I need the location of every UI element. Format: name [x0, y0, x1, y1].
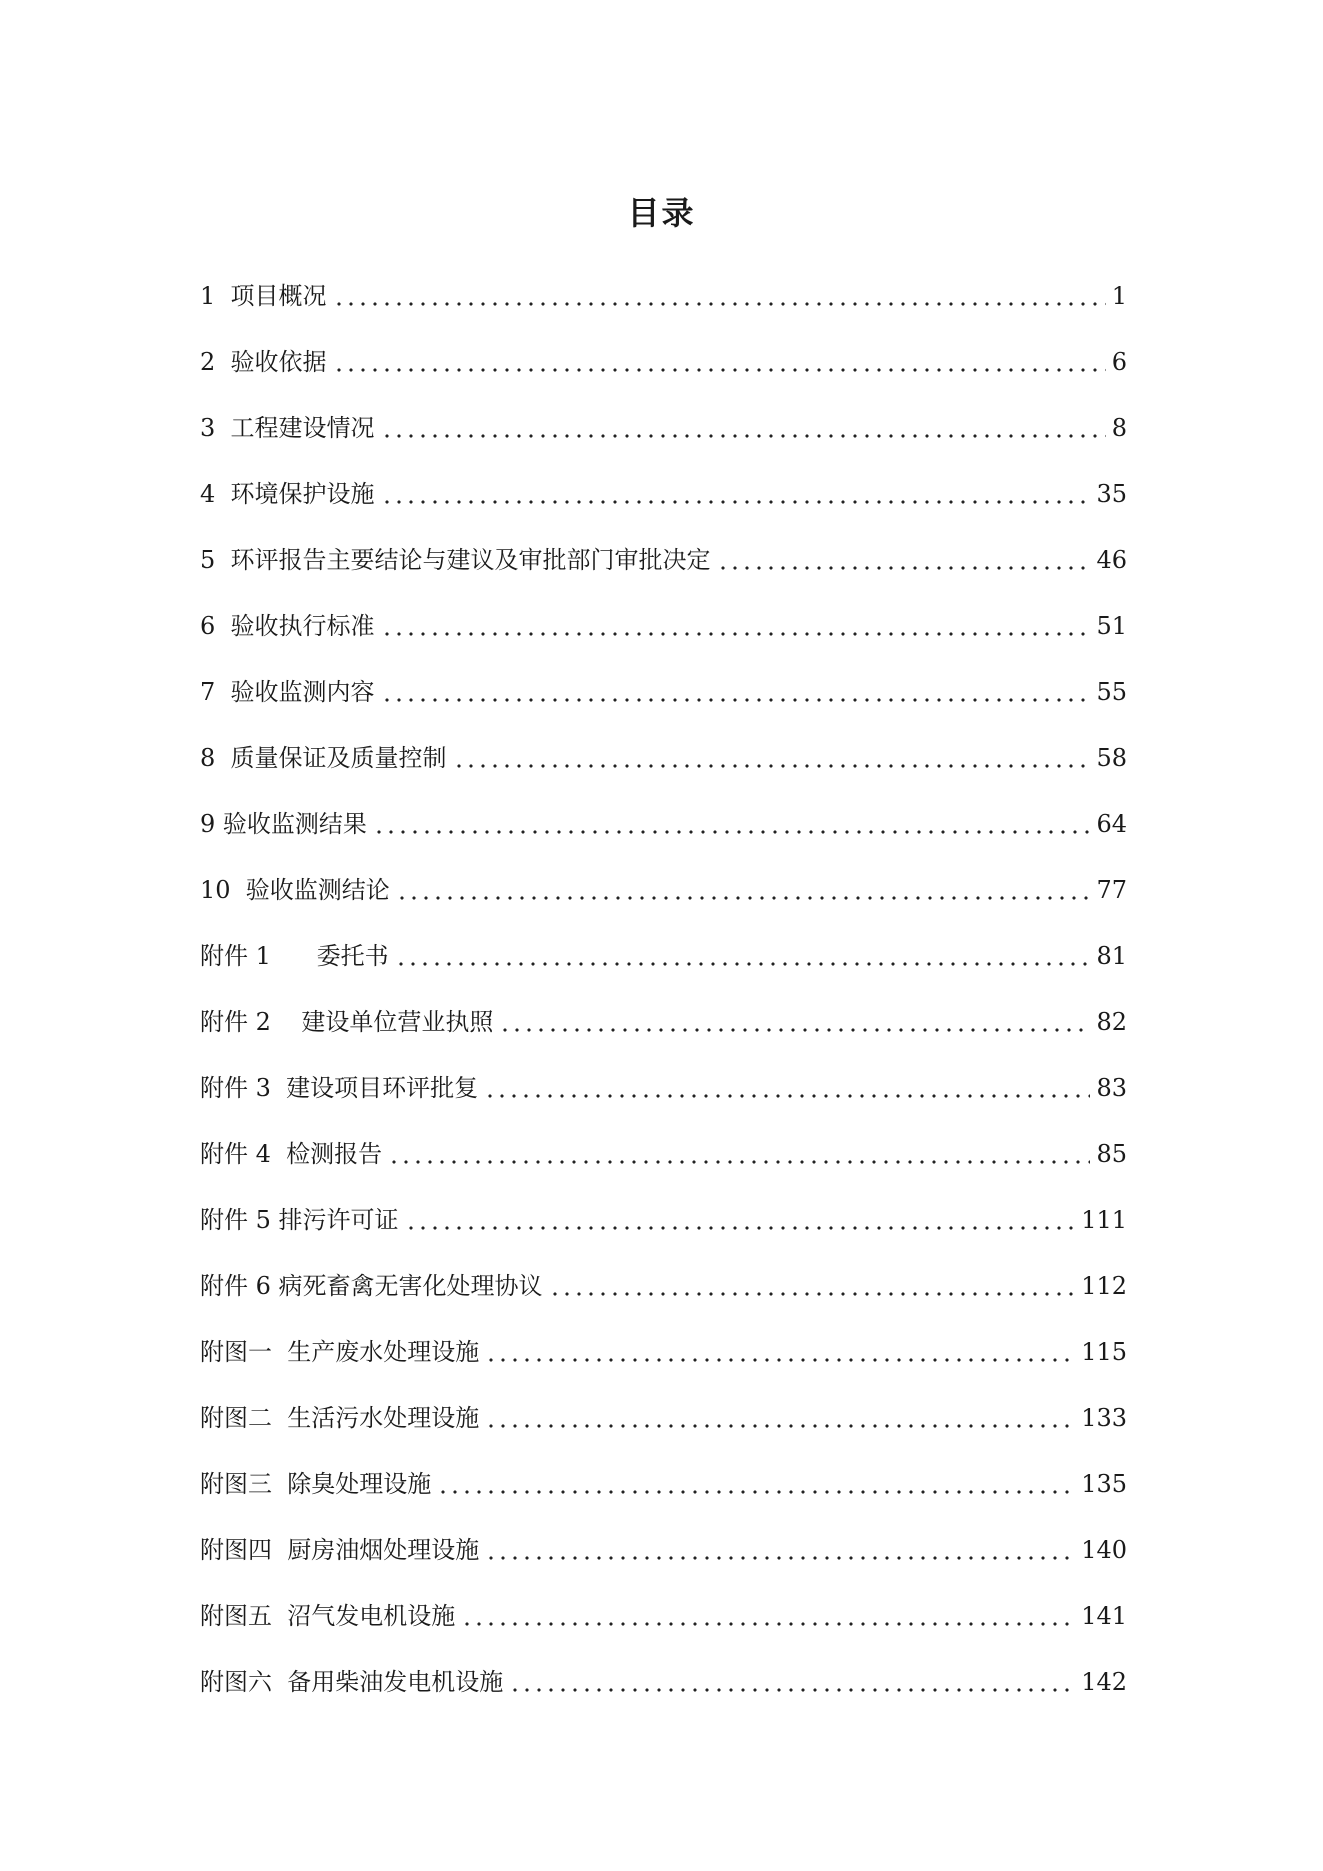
page-title: 目录	[627, 194, 696, 233]
dot-leader	[485, 1358, 1075, 1362]
toc-entry-title: 5 环评报告主要结论与建议及审批部门审批决定	[200, 546, 711, 574]
toc-page-number: 82	[1096, 1008, 1127, 1036]
toc-entry-title: 附图一 生产废水处理设施	[200, 1338, 480, 1366]
toc-page-number: 85	[1096, 1140, 1127, 1168]
toc-entry[interactable]	[200, 446, 1127, 512]
dot-leader	[373, 830, 1091, 834]
toc-entry[interactable]	[200, 1502, 1127, 1568]
toc-page-number: 141	[1081, 1602, 1127, 1630]
dot-leader	[381, 632, 1091, 636]
toc-entry-title: 6 验收执行标准	[200, 612, 375, 640]
table-of-contents	[200, 248, 1127, 1700]
toc-entry[interactable]	[200, 710, 1127, 776]
toc-entry-title: 附图四 厨房油烟处理设施	[200, 1536, 480, 1564]
toc-entry-title: 附件 5 排污许可证	[200, 1206, 399, 1234]
toc-entry[interactable]	[200, 1436, 1127, 1502]
dot-leader	[717, 566, 1091, 570]
toc-entry-title: 8 质量保证及质量控制	[200, 744, 447, 772]
toc-entry-title: 3 工程建设情况	[200, 414, 375, 442]
toc-entry[interactable]	[200, 248, 1127, 314]
toc-entry[interactable]	[200, 314, 1127, 380]
dot-leader	[485, 1424, 1075, 1428]
toc-entry[interactable]	[200, 512, 1127, 578]
dot-leader	[395, 962, 1091, 966]
dot-leader	[509, 1688, 1075, 1692]
toc-entry-title: 4 环境保护设施	[200, 480, 375, 508]
dot-leader	[499, 1028, 1090, 1032]
toc-entry-title: 附件 3 建设项目环评批复	[200, 1074, 479, 1102]
toc-entry[interactable]	[200, 1238, 1127, 1304]
dot-leader	[437, 1490, 1075, 1494]
dot-leader	[381, 500, 1091, 504]
toc-entry-title: 2 验收依据	[200, 348, 327, 376]
toc-entry[interactable]	[200, 1304, 1127, 1370]
toc-entry[interactable]	[200, 1634, 1127, 1700]
toc-entry[interactable]	[200, 974, 1127, 1040]
toc-entry-title: 附图三 除臭处理设施	[200, 1470, 432, 1498]
toc-entry[interactable]	[200, 380, 1127, 446]
toc-entry-title: 附件 4 检测报告	[200, 1140, 383, 1168]
toc-entry[interactable]	[200, 1172, 1127, 1238]
toc-entry[interactable]	[200, 578, 1127, 644]
toc-entry[interactable]	[200, 776, 1127, 842]
toc-page-number: 142	[1081, 1668, 1127, 1696]
toc-page-number: 77	[1096, 876, 1127, 904]
toc-page-number: 115	[1081, 1338, 1127, 1366]
toc-page-number: 35	[1096, 480, 1127, 508]
dot-leader	[405, 1226, 1076, 1230]
toc-page-number: 140	[1081, 1536, 1127, 1564]
toc-page-number: 83	[1096, 1074, 1127, 1102]
toc-entry[interactable]	[200, 842, 1127, 908]
toc-entry-title: 10 验收监测结论	[200, 876, 390, 904]
toc-entry-title: 9 验收监测结果	[200, 810, 367, 838]
dot-leader	[484, 1094, 1090, 1098]
toc-page-number: 1	[1111, 282, 1127, 310]
dot-leader	[453, 764, 1091, 768]
toc-page-number: 51	[1096, 612, 1127, 640]
toc-entry[interactable]	[200, 1106, 1127, 1172]
toc-entry-title: 附图二 生活污水处理设施	[200, 1404, 480, 1432]
dot-leader	[381, 434, 1106, 438]
toc-entry[interactable]	[200, 644, 1127, 710]
toc-entry-title: 附件 2 建设单位营业执照	[200, 1008, 494, 1036]
dot-leader	[396, 896, 1091, 900]
toc-page-number: 46	[1096, 546, 1127, 574]
toc-entry-title: 附图六 备用柴油发电机设施	[200, 1668, 504, 1696]
toc-page-number: 133	[1081, 1404, 1127, 1432]
toc-entry[interactable]	[200, 1568, 1127, 1634]
toc-page-number: 135	[1081, 1470, 1127, 1498]
dot-leader	[333, 302, 1106, 306]
dot-leader	[461, 1622, 1075, 1626]
toc-entry-title: 附件 1 委托书	[200, 942, 389, 970]
toc-entry[interactable]	[200, 1040, 1127, 1106]
dot-leader	[381, 698, 1091, 702]
toc-page-number: 64	[1096, 810, 1127, 838]
toc-page-number: 58	[1096, 744, 1127, 772]
toc-entry-title: 7 验收监测内容	[200, 678, 375, 706]
toc-entry-title: 附图五 沼气发电机设施	[200, 1602, 456, 1630]
toc-entry[interactable]	[200, 908, 1127, 974]
toc-entry-title: 附件 6 病死畜禽无害化处理协议	[200, 1272, 543, 1300]
toc-page-number: 6	[1111, 348, 1127, 376]
toc-page-number: 55	[1096, 678, 1127, 706]
toc-page-number: 112	[1081, 1272, 1127, 1300]
toc-page-number: 81	[1096, 942, 1127, 970]
toc-entry[interactable]	[200, 1370, 1127, 1436]
toc-entry-title: 1 项目概况	[200, 282, 327, 310]
dot-leader	[549, 1292, 1076, 1296]
toc-page-number: 111	[1081, 1206, 1127, 1234]
toc-page-number: 8	[1111, 414, 1127, 442]
dot-leader	[485, 1556, 1075, 1560]
dot-leader	[333, 368, 1106, 372]
dot-leader	[388, 1160, 1090, 1164]
